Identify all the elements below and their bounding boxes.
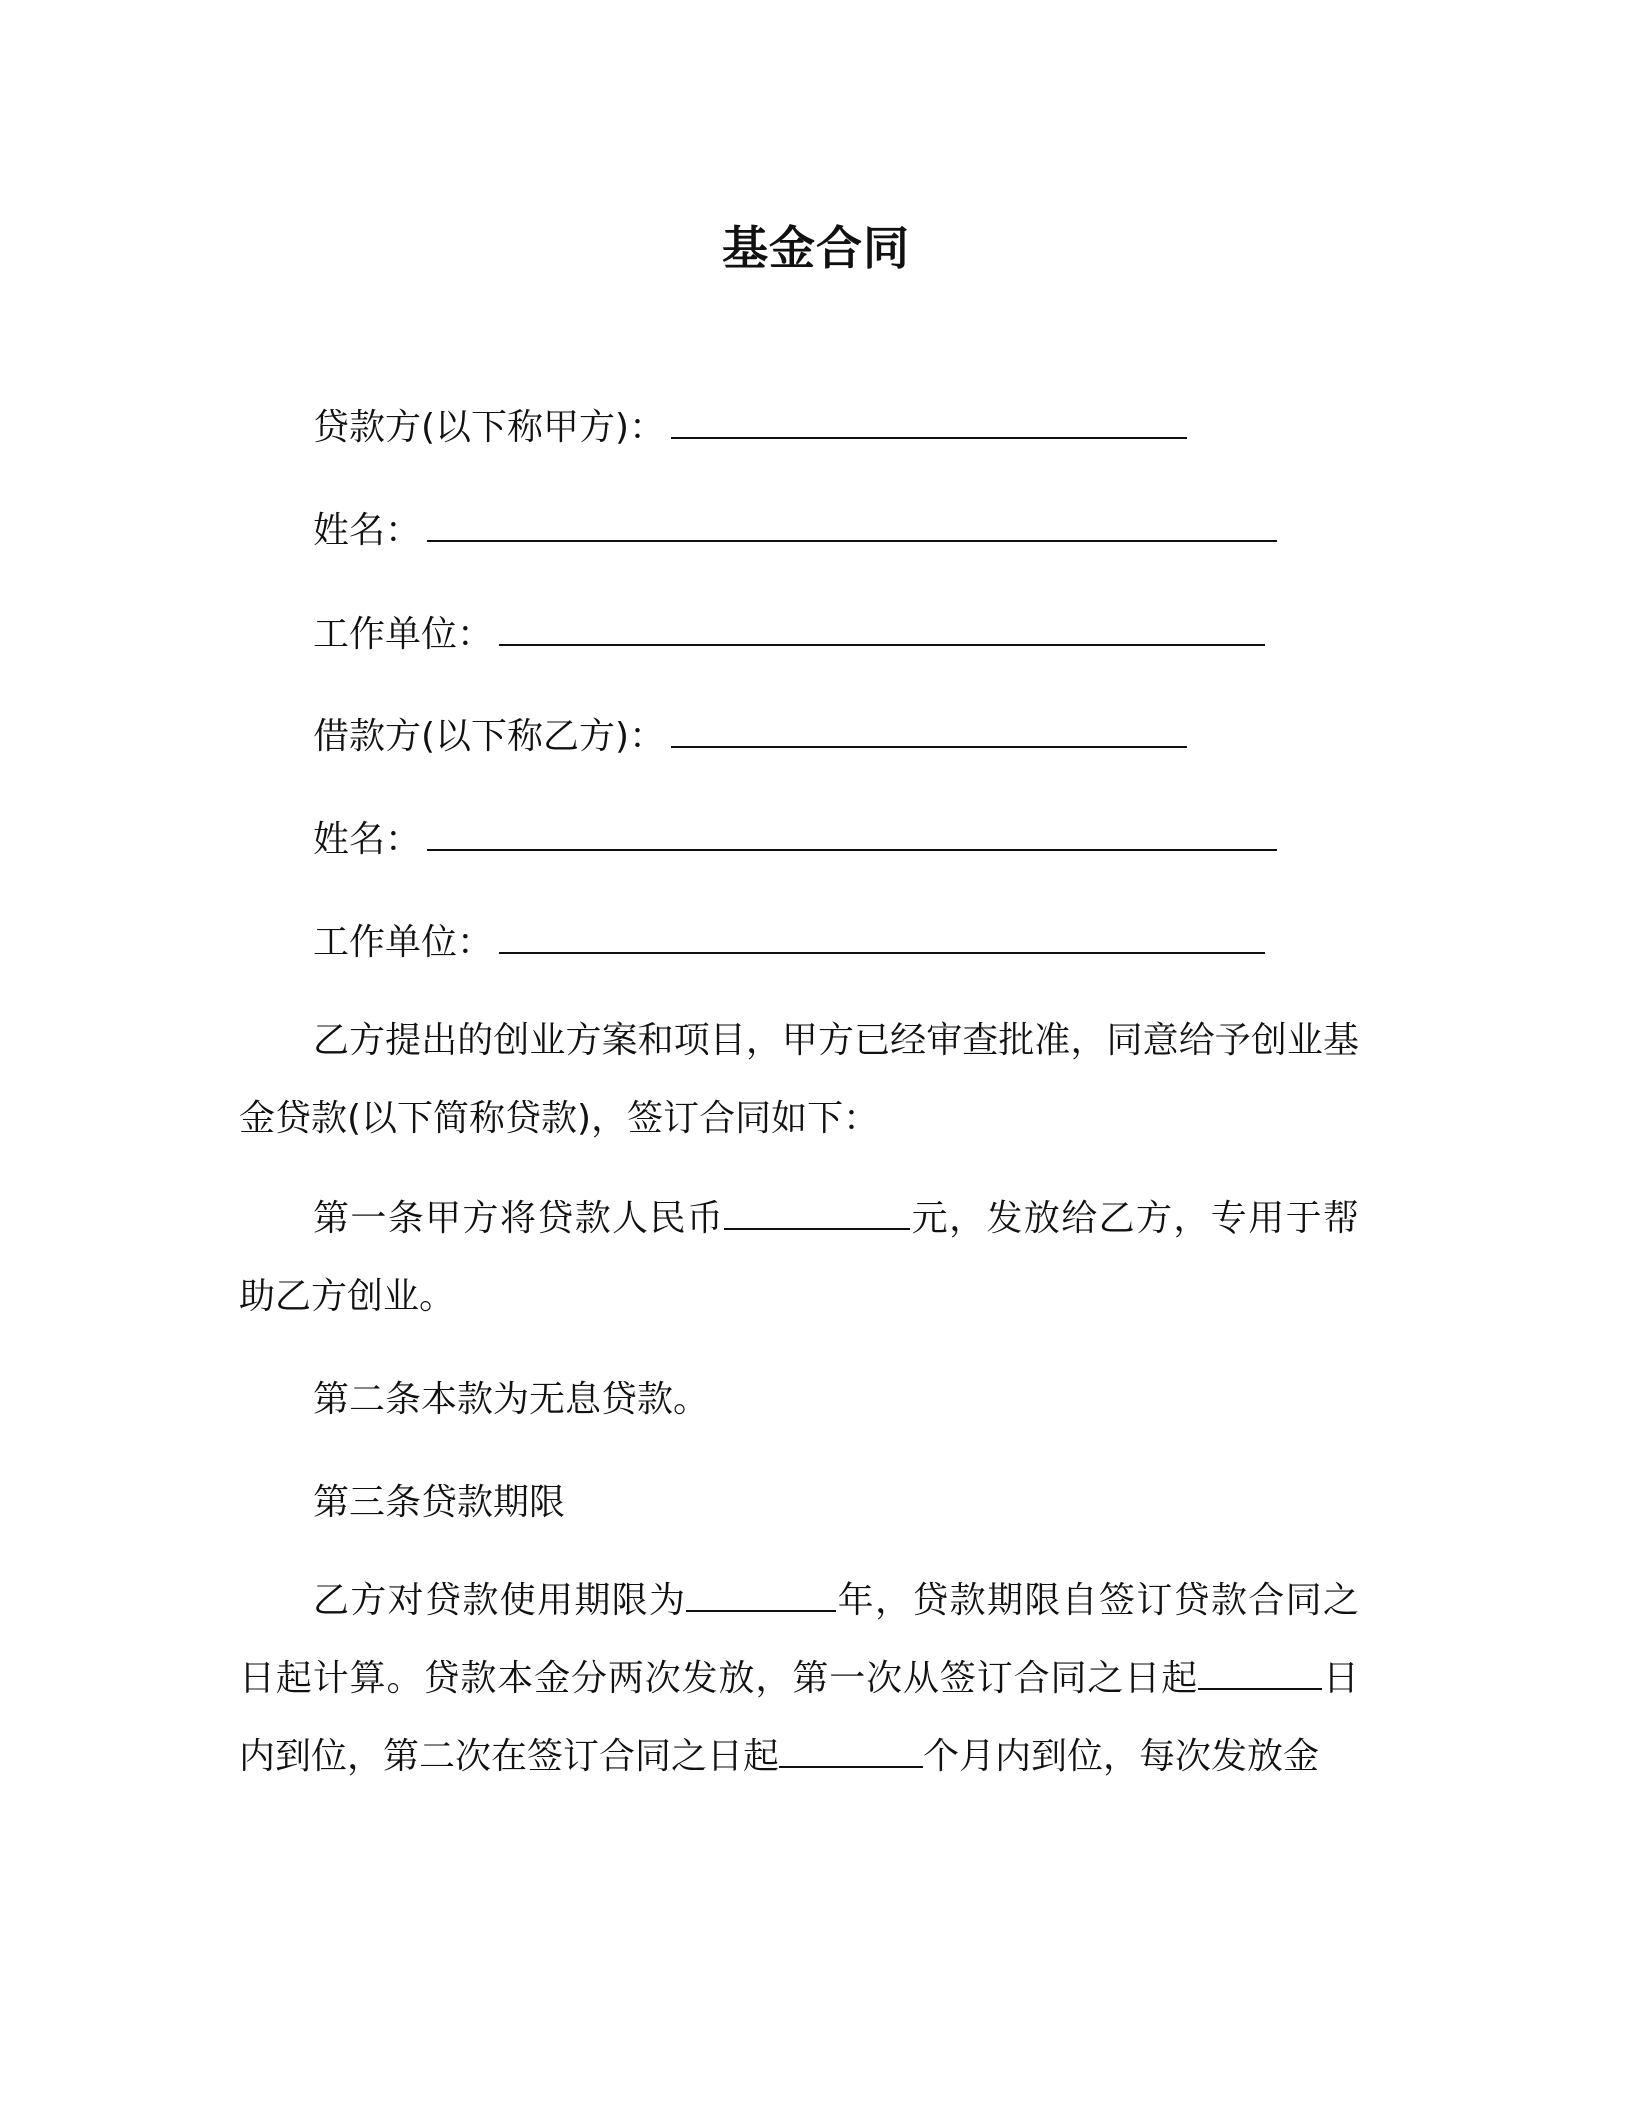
article-3-text-b: 年，贷款期限自签订贷款合同之日起计算。贷款本金分两次发放，第一次从签订合同之日起	[239, 1580, 1359, 1699]
field-lender-name	[313, 507, 1277, 555]
blank-line	[779, 1736, 923, 1768]
article-1-text-b: 元，发放给乙方，专用于帮助乙方创业。	[239, 1198, 1359, 1317]
blank-line	[671, 407, 1187, 439]
intro-paragraph: 乙方提出的创业方案和项目，甲方已经审查批准，同意给予创业基金贷款(以下简称贷款)，签订合同如下：	[239, 1020, 1359, 1139]
article-2: 第二条本款为无息贷款。	[313, 1379, 710, 1420]
article-3-text-d: 个月内到位，每次发放金	[923, 1736, 1320, 1777]
article-1-text-a: 第一条甲方将贷款人民币	[313, 1198, 725, 1239]
field-label: 借款方(以下称乙方)：	[313, 716, 666, 757]
article-3-text-c: 日内到位，第二次在签订合同之日起	[239, 1658, 1359, 1777]
field-borrower-name	[313, 816, 1277, 864]
field-label: 姓名：	[313, 819, 422, 860]
article-3-heading: 第三条贷款期限	[313, 1482, 566, 1523]
field-lender	[313, 404, 1187, 452]
field-label: 贷款方(以下称甲方)：	[313, 407, 666, 448]
document-title: 基金合同	[722, 221, 910, 275]
blank-line	[499, 614, 1265, 646]
blank-line	[686, 1580, 836, 1612]
blank-line	[427, 510, 1277, 542]
field-borrower	[313, 713, 1187, 761]
blank-line	[671, 716, 1187, 748]
field-lender-employer	[313, 611, 1265, 659]
article-3-text-a: 乙方对贷款使用期限为	[313, 1580, 687, 1621]
field-label: 姓名：	[313, 510, 422, 551]
article-3-body	[239, 1562, 1359, 1796]
blank-line	[724, 1198, 910, 1230]
field-label: 工作单位：	[313, 614, 494, 655]
blank-line	[427, 819, 1277, 851]
blank-line	[1198, 1658, 1322, 1690]
field-label: 工作单位：	[313, 922, 494, 963]
blank-line	[499, 922, 1265, 954]
field-borrower-employer	[313, 919, 1265, 967]
article-1	[239, 1180, 1359, 1336]
